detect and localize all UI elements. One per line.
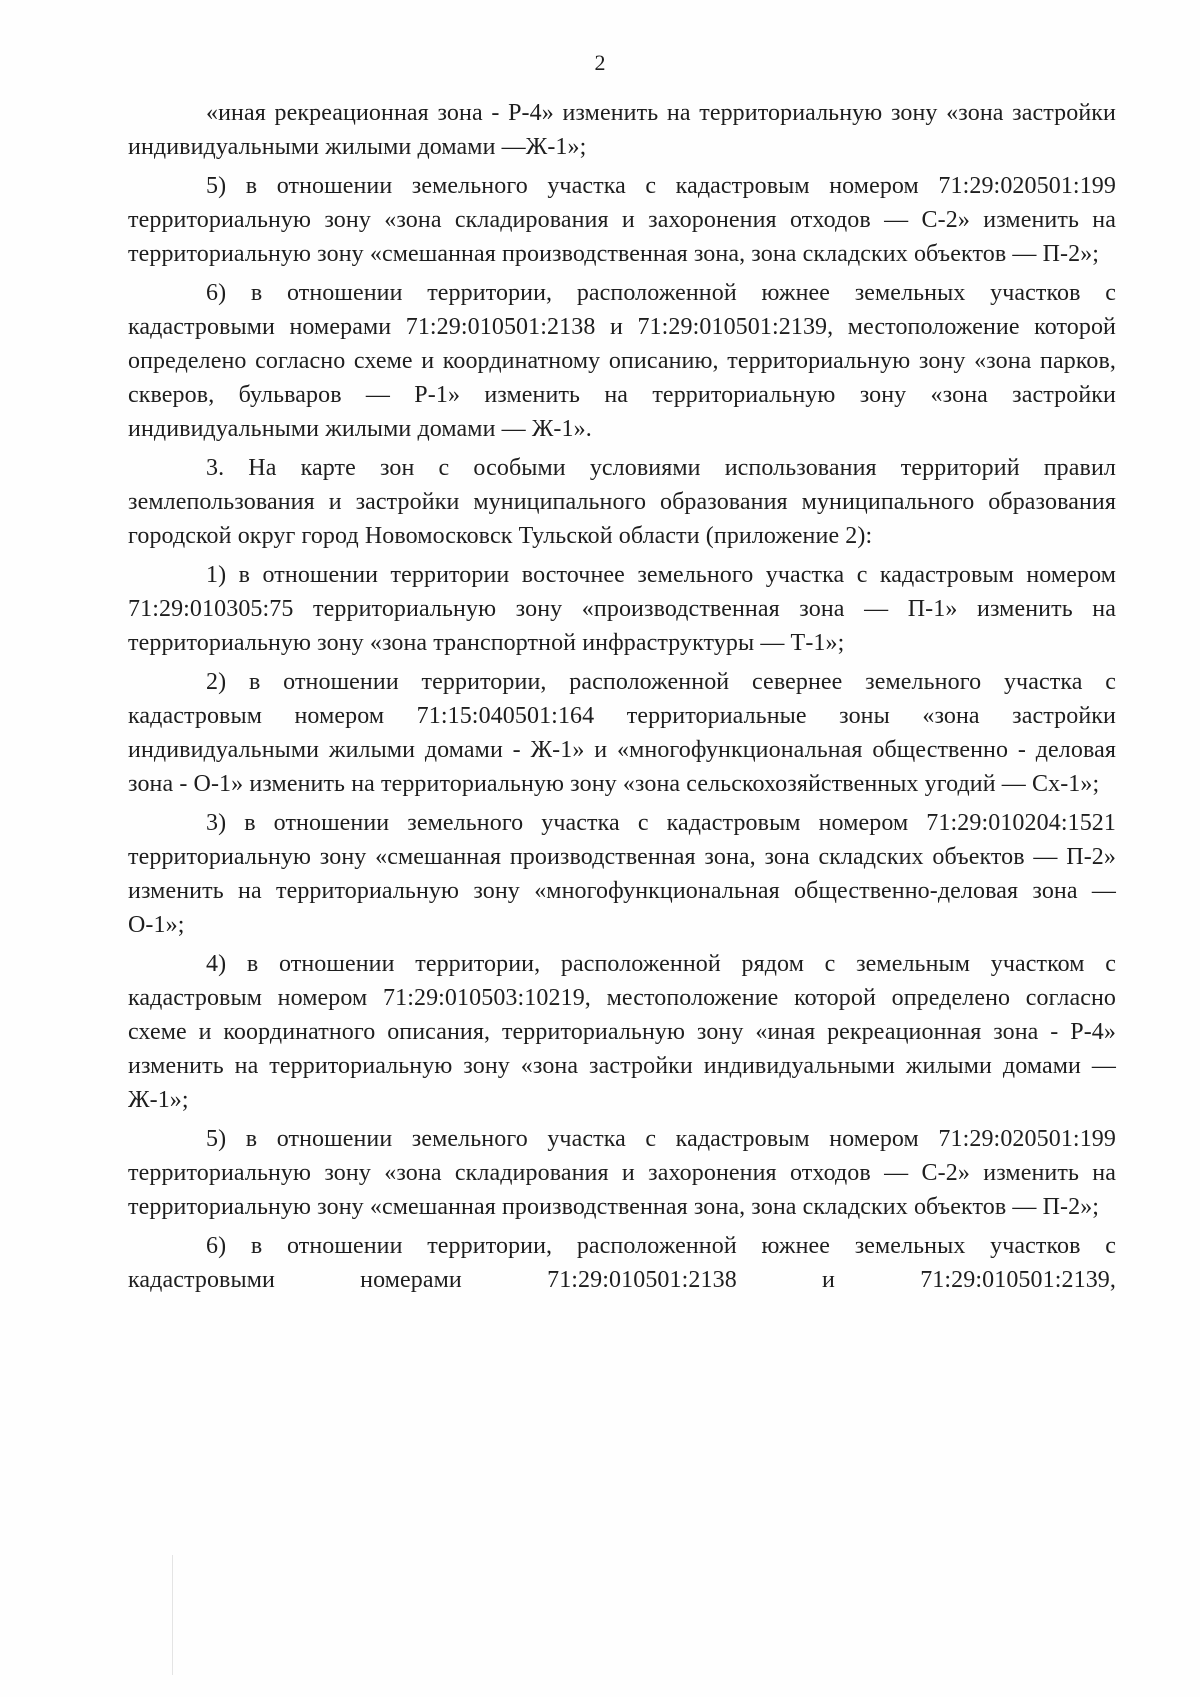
paragraph-item-5-repeat: 5) в отношении земельного участка с кадастровым номером 71:29:020501:199 территориальную зону «зона складирования и захоронения отходов — С-2» изменить на территориальную зону «смешанная производственная зона, зона складских объектов — П-2»; [128, 1126, 1116, 1220]
paragraph-section-3: 3. На карте зон с особыми условиями использования территорий правил землепользования и застройки муниципального образования муниципального образования городской округ город Новомосковск Тульской области (приложение 2): [128, 455, 1116, 549]
paragraph-item-6-repeat: 6) в отношении территории, расположенной южнее земельных участков с кадастровыми номерами 71:29:010501:2138 и 71:29:010501:2139, [128, 1233, 1116, 1293]
paragraph-item-2: 2) в отношении территории, расположенной севернее земельного участка с кадастровым номером 71:15:040501:164 территориальные зоны «зона застройки индивидуальными жилыми домами - Ж-1» и «многофункциональная общественно - деловая зона - О-1» изменить на территориальную зону «зона сельскохозяйственных угодий — Сх-1»; [128, 669, 1116, 797]
page-number: 2 [594, 50, 606, 75]
paragraph-item-5: 5) в отношении земельного участка с кадастровым номером 71:29:020501:199 территориальную зону «зона складирования и захоронения отходов — С-2» изменить на территориальную зону «смешанная производственная зона, зона складских объектов — П-2»; [128, 173, 1116, 267]
document-body [128, 96, 1116, 1302]
paragraph-item-4: 4) в отношении территории, расположенной рядом с земельным участком с кадастровым номером 71:29:010503:10219, местоположение которой определено согласно схеме и координатного описания, территориальную зону «иная рекреационная зона - Р-4» изменить на территориальную зону «зона застройки индивидуальными жилыми домами — Ж-1»; [128, 951, 1116, 1113]
paragraph-continuation: «иная рекреационная зона - Р-4» изменить на территориальную зону «зона застройки индивидуальными жилыми домами —Ж-1»; [128, 100, 1116, 160]
scan-artifact-line [172, 1555, 173, 1675]
paragraph-item-1: 1) в отношении территории восточнее земельного участка с кадастровым номером 71:29:010305:75 территориальную зону «производственная зона — П-1» изменить на территориальную зону «зона транспортной инфраструктуры — Т-1»; [128, 562, 1116, 656]
paragraph-item-3: 3) в отношении земельного участка с кадастровым номером 71:29:010204:1521 территориальную зону «смешанная производственная зона, зона складских объектов — П-2» изменить на территориальную зону «многофункциональная общественно-деловая зона — О-1»; [128, 810, 1116, 938]
paragraph-item-6: 6) в отношении территории, расположенной южнее земельных участков с кадастровыми номерами 71:29:010501:2138 и 71:29:010501:2139, местоположение которой определено согласно схеме и координатному описанию, территориальную зону «зона парков, скверов, бульваров — Р-1» изменить на территориальную зону «зона застройки индивидуальными жилыми домами — Ж-1». [128, 280, 1116, 442]
